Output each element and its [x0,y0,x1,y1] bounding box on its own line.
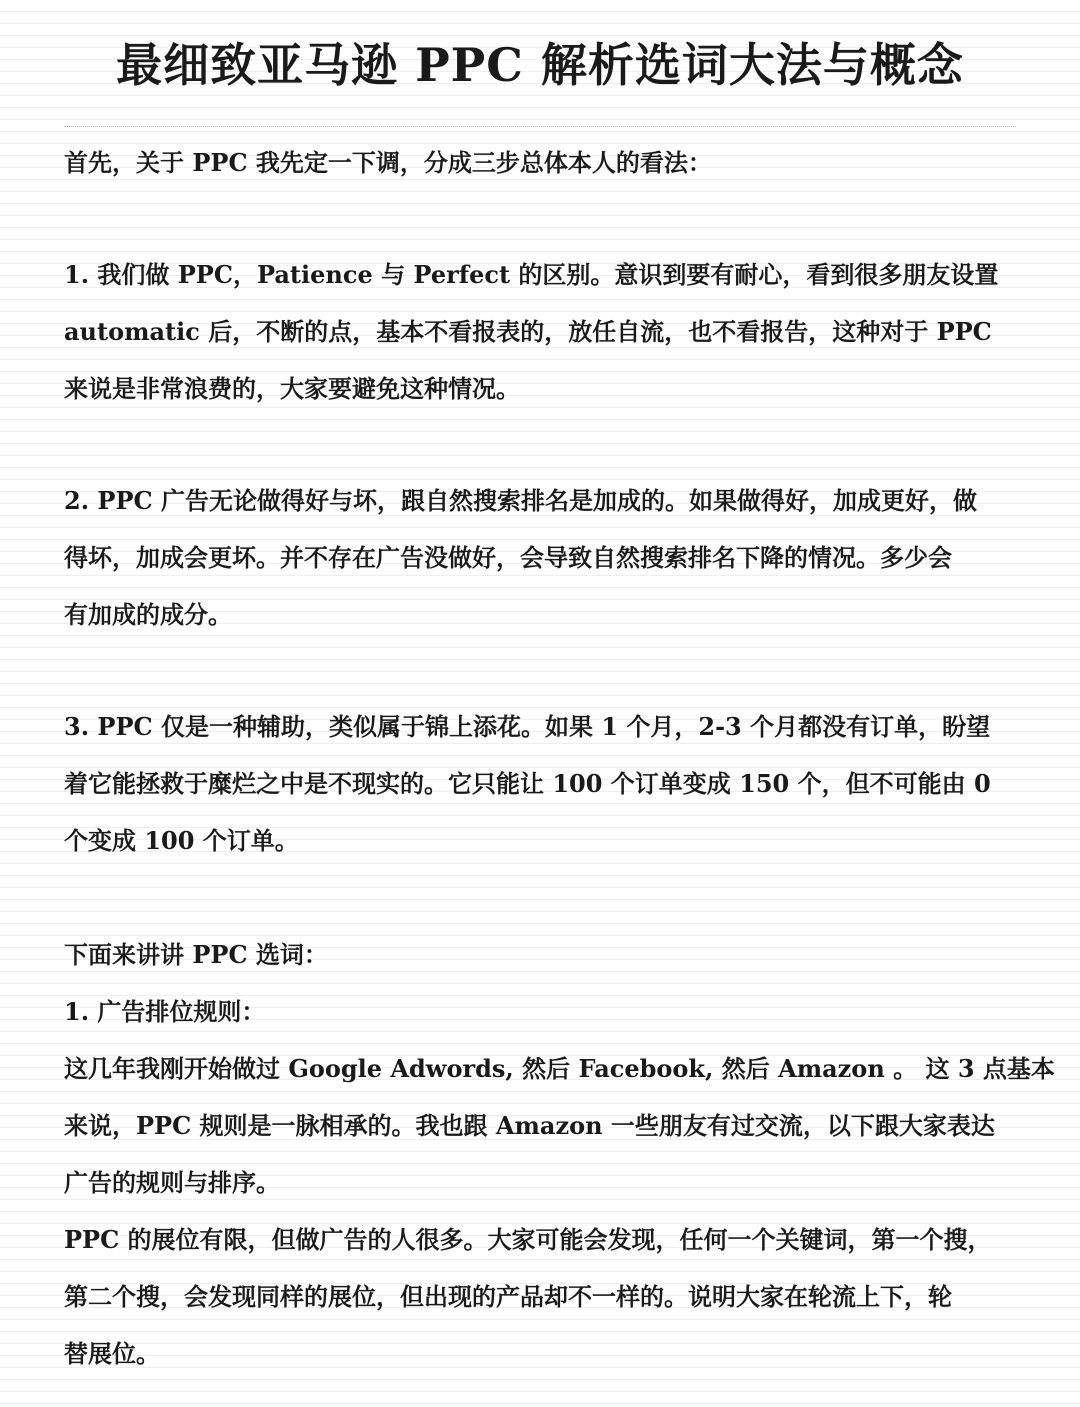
body-2-line-1: PPC 的展位有限，但做广告的人很多。大家可能会发现，任何一个关键词，第一个搜， [64,1225,992,1254]
body-1-line-2: 来说，PPC 规则是一脉相承的。我也跟 Amazon 一些朋友有过交流，以下跟大家表达 [64,1111,995,1140]
point-3-paragraph [64,698,1016,869]
intro-line: 首先，关于 PPC 我先定一下调，分成三步总体本人的看法： [64,148,712,177]
title-divider [64,126,1016,127]
intro-paragraph [64,134,1016,191]
point-1-line-1: 1. 我们做 PPC，Patience 与 Perfect 的区别。意识到要有耐心，看到很多朋友设置 [64,260,999,289]
point-3-line-2: 着它能拯救于糜烂之中是不现实的。它只能让 100 个订单变成 150 个，但不可能由 0 [64,769,991,798]
body-paragraph-2 [64,1211,1016,1382]
section-heading [64,926,1016,983]
body-2-line-2: 第二个搜，会发现同样的展位，但出现的产品却不一样的。说明大家在轮流上下，轮 [64,1282,952,1311]
point-3-line-3: 个变成 100 个订单。 [64,826,299,855]
point-1-line-3: 来说是非常浪费的，大家要避免这种情况。 [64,374,520,403]
body-2-line-3: 替展位。 [64,1339,160,1368]
point-2-line-1: 2. PPC 广告无论做得好与坏，跟自然搜索排名是加成的。如果做得好，加成更好，做 [64,486,977,515]
point-2-line-3: 有加成的成分。 [64,600,232,629]
body-1-line-1: 这几年我刚开始做过 Google Adwords, 然后 Facebook, 然后 Amazon 。 这 3 点基本 [64,1054,1055,1083]
section-heading-text: 下面来讲讲 PPC 选词： [64,940,328,969]
point-2-line-2: 得坏，加成会更坏。并不存在广告没做好，会导致自然搜索排名下降的情况。多少会 [64,543,952,572]
point-3-line-1: 3. PPC 仅是一种辅助，类似属于锦上添花。如果 1 个月，2-3 个月都没有订单，盼望 [64,712,991,741]
point-2-paragraph [64,472,1016,643]
body-paragraph-1 [64,1040,1055,1211]
point-1-paragraph [64,246,1016,417]
point-1-line-2: automatic 后，不断的点，基本不看报表的，放任自流，也不看报告，这种对于 PPC [64,317,992,346]
subheading-text: 1. 广告排位规则： [64,997,266,1026]
body-1-line-3: 广告的规则与排序。 [64,1168,280,1197]
article-title: 最细致亚马逊 PPC 解析选词大法与概念 [116,38,964,92]
subheading [64,983,1016,1040]
